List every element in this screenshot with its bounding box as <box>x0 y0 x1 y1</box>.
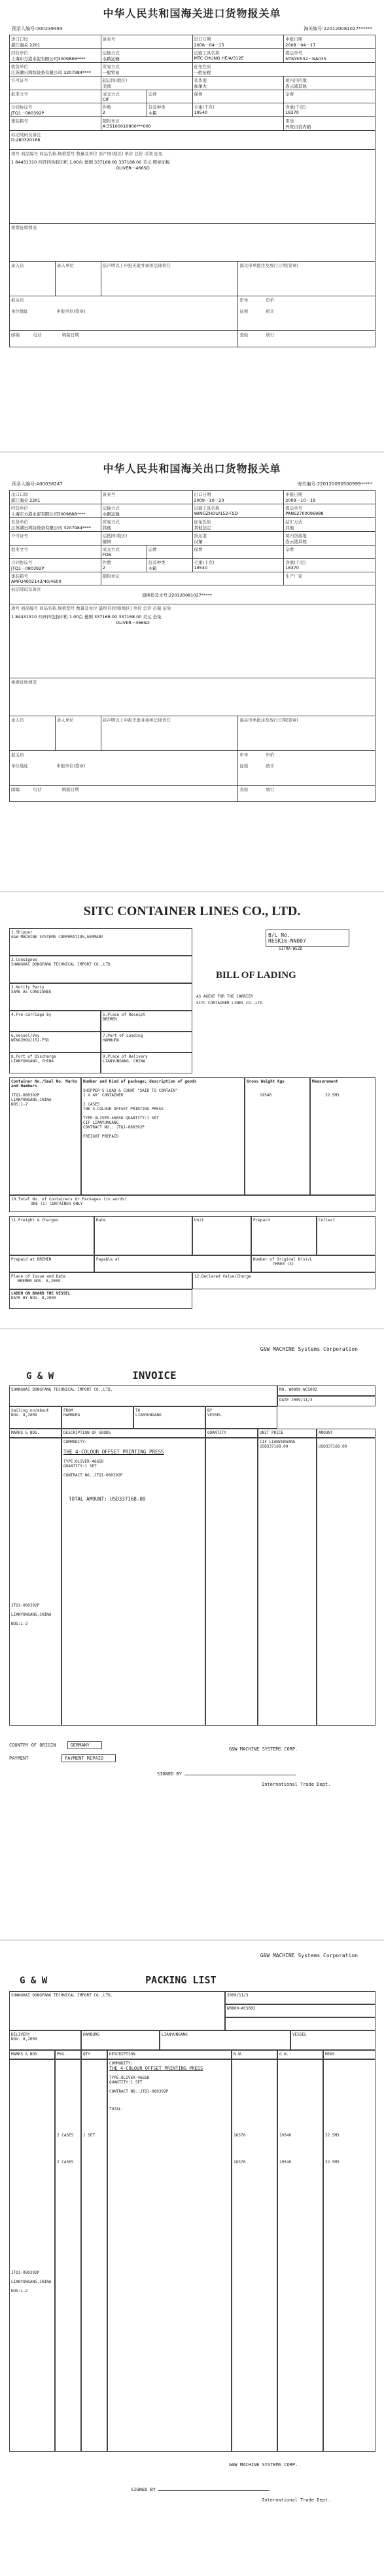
tax-section: 税费征收情况 <box>10 678 375 716</box>
field: 运输方式 水路运输 <box>101 49 192 63</box>
field: 贸易方式 一般贸易 <box>101 63 192 77</box>
export-numbers <box>0 481 384 487</box>
delivery-box: 9.Place of Delivery LIANYUNGANG, CHINA <box>101 1053 192 1073</box>
marks-col: JTQ1-080392P LIANYUNGANG,CHINA NOS:1-2 <box>9 1438 61 1726</box>
consignee-box: 2.Consignee SHANGHAI DONGFANG TECHNICAL IMPORT CO.,LTD <box>9 956 192 983</box>
goods-desc-box: Number and Kind of package; description of goods SHIPPER'S LOAD & COUNT "SAID TO CONTAIN" 1 X 40' CONTAINER 2 CASES THE 4-COLOUR OFFSET PRINTING PRESS TYPE:OLIVER-466SD QUANTITY:1 SET CIF LIANYUNGANG CONTRACT NO.: JTQ1-080392P FREIGHT PREPAID <box>81 1077 245 1195</box>
inspect-area: 查验 放行 <box>238 786 375 802</box>
customs-no-label: 海关编号: <box>297 481 317 487</box>
col-header: PKG. <box>55 2050 81 2059</box>
packing-blank <box>225 2017 375 2030</box>
desc-col: COMMODITY: THE 4-COLOUR OFFSET PRINTING PRESS TYPE:OLIVER-466SD QUANTITY:1 SET CONTRACT NO.:JTQ1-080392P TOTAL AMOUNT: USD337168.00 <box>61 1438 205 1726</box>
sail-box: DELIVERY NOV. 8,2009 <box>9 2030 81 2050</box>
vessel-box: 6.Vessel/Voy WINGZHOU/152-FSD <box>9 1032 101 1053</box>
field: 杂费 <box>284 90 375 103</box>
field: 出口日期 2009－10－20 <box>192 491 284 504</box>
col-header: N.W. <box>232 2050 277 2059</box>
declarant-area: 报关员 单位地址 申报单位(签章) <box>10 751 238 786</box>
goods-line: OLIVER－466SD <box>116 165 150 171</box>
invoice-date: DATE 2009/11/3 <box>277 1396 375 1406</box>
field: 指运港 汉堡 <box>192 532 284 546</box>
field: 净重(千克) 18370 <box>284 103 375 117</box>
pl-marks-col: JTQ1-080392P LIANYUNGANG,CHINA NOS:1-2 <box>9 2059 55 2452</box>
col-header: QTY <box>81 2050 107 2059</box>
to-port-box: TO LIANYUNGANG <box>133 1406 205 1429</box>
import-title: 中华人民共和国海关进口货物报关单 <box>103 7 281 20</box>
prepaid-at-box: Prepaid at BREMEN <box>9 1255 94 1272</box>
field: 申报日期 2008－04－17 <box>284 35 375 49</box>
field: 出口口岸 湛江海关 2201 <box>10 491 101 504</box>
shipper-box: 1.Shipper G&W MACHINE SYSTEMS CORPORATION,GERMANY <box>9 928 192 956</box>
field: 运输工具名称 MTC CHUNG HE/A/312E <box>192 49 284 63</box>
field: 备案号 <box>101 491 192 504</box>
contact-area: 邮编 电话 填制日期 <box>10 331 238 347</box>
field: 结汇方式 其他 <box>284 518 375 532</box>
col-header: DESCRIPTION OF GOODS <box>61 1429 205 1438</box>
laden-box: LADEN ON BOARD THE VESSEL DATE BY NOV. 8,2009 <box>9 1289 192 1309</box>
entry-person: 录入员 <box>10 262 56 296</box>
measurement-box: Measurement 32.5M3 <box>310 1077 375 1195</box>
field: 成交方式 FOB <box>101 546 147 559</box>
page-separator <box>0 451 384 453</box>
invoice-to: SHANGHAI DONGFANG TECHNICAL IMPORT CO.,LTD. <box>9 1385 277 1406</box>
bl-doc-title: BILL OF LADING <box>216 970 296 981</box>
packing-brand: G & W <box>20 1976 48 1986</box>
pl-meas-col: 32.5M3 32.5M3 <box>323 2059 375 2452</box>
field: 境内目的地 连云港其他 <box>284 77 375 90</box>
col-header: MARKS & NOS. <box>9 1429 61 1438</box>
pl-pkg-col: 2 CASES 2 CASES <box>55 2059 81 2452</box>
field: 件数 2 <box>101 559 147 572</box>
invoice-footer: COUNTRY OF ORIGIN GERMANY PAYMENT PAYMENT REPAID <box>9 1739 384 1765</box>
declare-note: 兹声明以上申报无讹并承担法律责任 <box>101 262 238 296</box>
field: 进口日期 2008－04－15 <box>192 35 284 49</box>
field: 提运单号 NTNYK532－NA035 <box>284 49 375 63</box>
packing-signed: SIGNED BY <box>131 2487 384 2492</box>
bl-company: SITC CONTAINER LINES CO., LTD. <box>83 904 301 918</box>
field: 件数 2 <box>101 103 147 117</box>
customs-note: 海关审单批注及放行日期(签章) <box>238 716 375 751</box>
shipper-value: G&W MACHINE SYSTEMS CORPORATION,GERMANY <box>11 935 103 939</box>
field: 用途 外贸自营内销 <box>284 117 375 131</box>
field: 许可证号 <box>10 532 101 546</box>
packing-dept: International Trade Dept. <box>262 2498 331 2503</box>
goods-line: OLIVER－466SD <box>116 620 150 625</box>
field: 杂费 <box>284 546 375 559</box>
field: 包装种类 木箱 <box>147 103 192 117</box>
issue-box: Place of Issue and Date BREMEN NOV. 8,2009 <box>9 1272 192 1289</box>
packing-title: PACKING LIST <box>145 1974 217 1986</box>
field: 运费 <box>147 90 192 103</box>
goods-name: THE 4-COLOUR OFFSET PRINTING PRESS <box>109 2066 203 2071</box>
packing-inv: W0809-WCS002 <box>225 2004 375 2017</box>
invoice-signed: SIGNED BY <box>157 1771 384 1777</box>
page-separator <box>0 1328 384 1329</box>
col-header: UNIT PRICE <box>258 1429 317 1438</box>
field: 合同协议号 JTQ1－080392P <box>10 103 101 117</box>
goods-line: 1 84431310 四开四色胶印机 1.00台 德国 337168.00 337168.00 美元 全免 <box>11 614 162 619</box>
pl-gw-col: 19540 19540 <box>277 2059 323 2452</box>
invoice-title: INVOICE <box>132 1369 177 1382</box>
amount-col: USD337168.00 <box>317 1438 375 1726</box>
invoice-no: NO. W0809-WCS002 <box>277 1385 375 1396</box>
tax-section: 税费征收情况 <box>10 224 375 262</box>
goods-header: 项号 商品编号 商品名称,规格型号 数量及单位 最终目的国(地区) 单价 总价 币制 征免 <box>11 606 171 611</box>
export-form <box>9 490 375 802</box>
field: 标记唛码及备注 退换货及文号:220120081027***** <box>10 585 375 604</box>
field: 许可证号 <box>10 77 101 90</box>
bl-no-sub: SITRA-WEZD <box>279 947 303 951</box>
packing-title-row <box>20 1974 384 1986</box>
marks-box: Container No./Seal No. Marks and Numbers JTQ1-080392P LIANYUNGANG,CHINA NOS:1-2 <box>9 1077 81 1195</box>
discharge-box: 8.Port of Discharge LIANYUNGANG, CHINA <box>9 1053 101 1073</box>
pre-no-label: 预录入编号: <box>12 26 37 31</box>
pl-nw-col: 18370 18370 <box>232 2059 277 2452</box>
bl-no-box: B/L No. RESK16-NN007 SITRA-WEZD <box>192 928 375 956</box>
field: 境内货源地 连云港其他 <box>284 532 375 546</box>
inspect-area: 查验 放行 <box>238 331 375 347</box>
field: 收货单位 江苏湖日鸿纺设备有限公司 3207984**** <box>10 63 101 77</box>
field: 集装箱号 <box>10 117 101 131</box>
field: 包装种类 木箱 <box>147 559 192 572</box>
bl-no: RESK16-NN007 <box>268 938 306 944</box>
collect-box: Collect <box>317 1216 375 1255</box>
col-header: G.W. <box>277 2050 323 2059</box>
pre-carriage-box: 4.Pre-carriage by <box>9 1011 101 1032</box>
field: 批准文号 <box>10 546 101 559</box>
col-header: MEAS. <box>323 2050 375 2059</box>
payment-terms: PAYMENT REPAID <box>61 1754 116 1762</box>
field: 经营单位 上海东方港水泥有限公司3009888**** <box>10 504 101 518</box>
col-header: AMOUNT <box>317 1429 375 1438</box>
packing-header-company: G&W MACHINE Systems Corporation <box>260 1953 358 1958</box>
field: 运输工具名称 WINGZHOU/152-FSD <box>192 504 284 518</box>
by-box: VESSEL <box>290 2030 375 2050</box>
col-header: DESCRIPTION <box>107 2050 232 2059</box>
invoice-header-company: G&W MACHINE Systems Corporation <box>260 1346 358 1352</box>
field: 保费 <box>192 546 284 559</box>
pre-no: 000239493 <box>36 26 63 31</box>
import-form <box>9 35 375 347</box>
invoice-title-row <box>26 1369 384 1382</box>
freight-box: 11.Freight & Charges <box>9 1216 94 1255</box>
review-area: 审单 审价 征税 统计 <box>238 296 375 331</box>
total-box: 10.Total No. of Containers Or Packages (in words) ONE (1) CONTAINER ONLY <box>9 1195 375 1212</box>
goods-header: 项号 商品编号 商品名称,规格型号 数量及单位 原产国(地区) 单价 总价 币制 征免 <box>11 151 163 156</box>
field: 申报日期 2009－10－19 <box>284 491 375 504</box>
field: 起运国(地区) 美国 <box>101 77 192 90</box>
invoice-brand: G & W <box>26 1371 54 1382</box>
field: 标记唛码及备注 D:280320168 <box>10 131 375 150</box>
qty-col <box>205 1438 258 1726</box>
packing-list <box>0 1946 384 2571</box>
declared-value-box: 12.Declared Value/Charge <box>192 1272 375 1289</box>
bl-carrier-text: AS AGENT FOR THE CARRIER SITC CONTAINER LINES CO.,LTD <box>196 994 263 1005</box>
receipt-box: 5.Place of Receipt BREMEN <box>101 1011 192 1032</box>
page-separator <box>0 891 384 892</box>
field: 贸易方式 其他 <box>101 518 192 532</box>
from-box: FROM HAMBURG <box>61 1406 133 1429</box>
goods-name: THE 4-COLOUR OFFSET PRINTING PRESS <box>63 1449 164 1455</box>
originals-box: Number of Original B(s)/L THREE (3) <box>251 1255 375 1272</box>
customs-no: 220120081027****** <box>323 26 372 31</box>
field: 集装箱号 AMFU4002143/40/4600 <box>10 572 101 585</box>
field: 运抵国(地区) 德国 <box>101 532 192 546</box>
field: 发货单位 江苏湖日鸿纺设备有限公司 3207984**** <box>10 518 101 532</box>
bl-grid <box>0 928 384 1314</box>
customs-no-label: 海关编号: <box>304 26 324 31</box>
entry-unit: 录入单位 <box>55 262 101 296</box>
field: 随附单证 <box>101 572 284 585</box>
pre-no-label: 预录入编号: <box>12 481 37 487</box>
field: 装货港 加拿大 <box>192 77 284 90</box>
col-header: MARKS & NOS. <box>9 2050 55 2059</box>
pl-desc-col: COMMODITY: THE 4-COLOUR OFFSET PRINTING PRESS TYPE:OLIVER-466SD QUANTITY:1 SET CONTRACT NO.:JTQ1-080392P TOTAL: <box>107 2059 232 2452</box>
customs-note: 海关审单批注及放行日期(签章) <box>238 262 375 296</box>
col-header: QUANTITY <box>205 1429 258 1438</box>
rate-box: Rate <box>94 1216 192 1255</box>
goods-section <box>10 150 375 224</box>
field: 保费 <box>192 90 284 103</box>
field: 经营单位 上海东方港水泥有限公司3009888**** <box>10 49 101 63</box>
entry-unit: 录入单位 <box>55 716 101 751</box>
field: 运费 <box>147 546 192 559</box>
from-box: HAMBURG <box>81 2030 160 2050</box>
review-area: 审单 审价 征税 统计 <box>238 751 375 786</box>
consignee-value: SHANGHAI DONGFANG TECHNICAL IMPORT CO.,LTD <box>11 962 111 967</box>
packing-grid <box>0 1991 384 2462</box>
field: 毛重(千克) 19540 <box>192 103 284 117</box>
by-box: BY VESSEL <box>205 1406 277 1429</box>
invoice-grid <box>0 1385 384 1739</box>
field: 提运单号 PANS2700096988 <box>284 504 375 518</box>
gross-weight-box: Gross Weight Kgs 19540 <box>245 1077 310 1195</box>
to-port-box: LIANYUNGANG <box>160 2030 290 2050</box>
loading-box: 7.Port of Loading HAMBURG <box>101 1032 192 1053</box>
pl-qty-col: 1 SET <box>81 2059 107 2452</box>
field: 净重(千克) 18370 <box>284 559 375 572</box>
page-separator <box>0 1940 384 1941</box>
field: 成交方式 CIF <box>101 90 147 103</box>
declarant-area: 报关员 单位地址 申报单位(签章) <box>10 296 238 331</box>
unit-price-col: CIF LIANYUNGANG USD337168.00 <box>258 1438 317 1726</box>
pre-no: A00038247 <box>36 481 63 487</box>
declare-note: 兹声明以上申报无讹并承担法律责任 <box>101 716 238 751</box>
bill-of-lading <box>0 900 384 1319</box>
customs-no: 220120090500999***** <box>317 481 372 487</box>
field: 备案号 <box>101 35 192 49</box>
import-declaration <box>0 5 384 414</box>
export-declaration <box>0 461 384 866</box>
goods-section <box>10 604 375 678</box>
field: 征免性质 一般征税 <box>192 63 375 77</box>
packing-date: 2009/11/3 <box>225 1991 375 2004</box>
field: 批准文号 <box>10 90 101 103</box>
contact-area: 邮编 电话 填制日期 <box>10 786 238 802</box>
prepaid-box: Prepaid <box>251 1216 317 1255</box>
notify-box: 3.Notify Party SAME AS CONSIGNEE <box>9 983 192 1011</box>
field: 生产厂家 <box>284 572 375 585</box>
export-title: 中华人民共和国海关出口货物报关单 <box>103 462 281 475</box>
sailing-label: Sailing on/about NOV. 8,2009 <box>9 1406 61 1429</box>
field: 合同协议号 JTQ1－080392P <box>10 559 101 572</box>
payable-box: Payable at <box>94 1255 251 1272</box>
field: 进口口岸 湛江海关 2201 <box>10 35 101 49</box>
packing-company: G&W MACHINE SYSTEMS CORP. <box>229 2462 298 2467</box>
country-of-origin: GERMANY <box>67 1741 103 1749</box>
field: 征免性质 其他法定 <box>192 518 284 532</box>
import-numbers <box>0 26 384 32</box>
total-amount: TOTAL AMOUNT: USD337168.00 <box>69 1496 146 1502</box>
invoice-dept: International Trade Dept. <box>262 1782 331 1787</box>
goods-line: 1 84431310 四开四色胶印机 1.00台 德国 337168.00 337168.00 美元 照章征税 <box>11 160 170 165</box>
field: 运输方式 水路运输 <box>101 504 192 518</box>
field: 毛重(千克) 19540 <box>192 559 284 572</box>
invoice <box>0 1334 384 1910</box>
packing-to: SHANGHAI DONGFANG TECHNICAL IMPORT CO.,LTD. <box>9 1991 225 2030</box>
field: 随附单证 A:35100010900***000 <box>101 117 284 131</box>
entry-person: 录入员 <box>10 716 56 751</box>
notify-value: SAME AS CONSIGNEE <box>11 990 52 994</box>
invoice-company: G&W MACHINE SYSTEMS CORP. <box>229 1747 298 1752</box>
unit-box: Unit <box>192 1216 251 1255</box>
